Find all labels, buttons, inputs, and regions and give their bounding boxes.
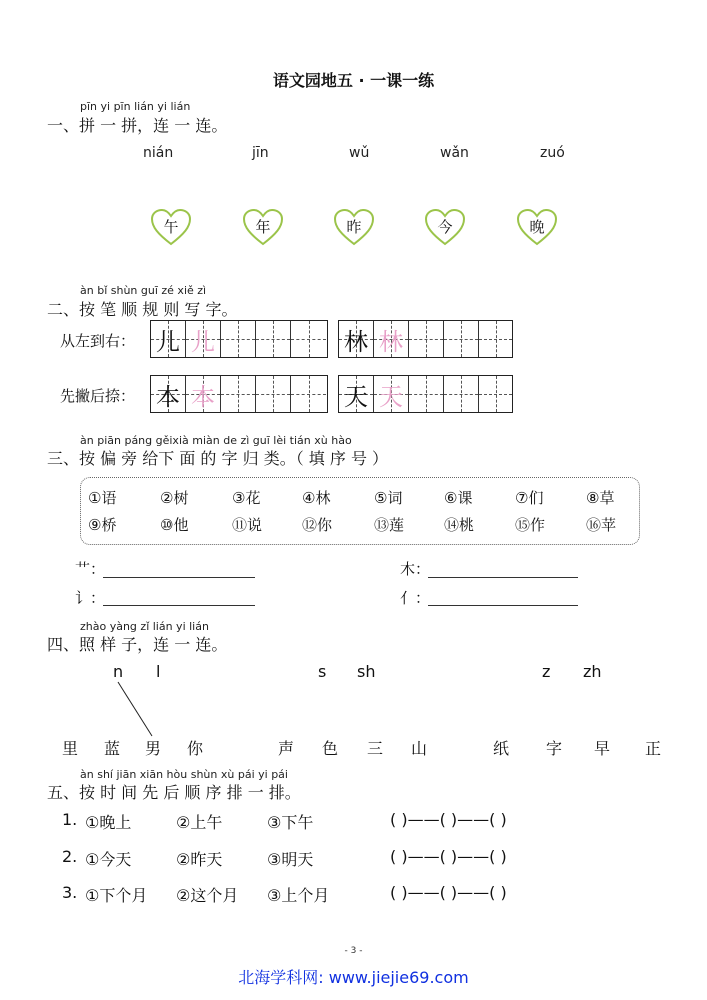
- model-char: 儿: [156, 327, 180, 356]
- radical-label: 讠：: [75, 589, 106, 607]
- q1-syllable: jīn: [252, 145, 269, 161]
- heart-card[interactable]: [242, 208, 284, 246]
- order-option: ③上个月: [267, 886, 330, 905]
- initial-letter: n: [113, 662, 124, 681]
- answer-line[interactable]: [103, 577, 255, 578]
- q2-heading: 二、按 笔 顺 规 则 写 字。: [47, 300, 238, 319]
- match-char[interactable]: 三: [367, 739, 384, 758]
- match-char[interactable]: 声: [278, 739, 295, 758]
- order-num: 3.: [62, 883, 78, 902]
- heart-card[interactable]: [424, 208, 466, 246]
- q1-syllable: wǔ: [349, 145, 370, 161]
- heart-char: 年: [255, 218, 271, 236]
- q3-heading: 三、按 偏 旁 给下 面 的 字 归 类。（ 填 序 号 ）: [47, 449, 389, 468]
- bank-item: ⑩他: [160, 516, 189, 534]
- q1-syllable: wǎn: [440, 145, 469, 161]
- trace-char: 儿: [191, 327, 215, 356]
- answer-line[interactable]: [428, 577, 578, 578]
- heart-char: 今: [437, 218, 453, 236]
- model-char: 林: [344, 327, 368, 356]
- q2-pinyin: àn bǐ shùn guī zé xiě zì: [80, 284, 207, 297]
- bank-item: ⑮作: [515, 516, 546, 534]
- initial-letter: sh: [357, 662, 376, 681]
- initial-letter: z: [542, 662, 551, 681]
- trace-char: 天: [379, 382, 403, 411]
- match-char[interactable]: 字: [546, 739, 563, 758]
- q5-heading: 五、按 时 间 先 后 顺 序 排 一 排。: [47, 783, 301, 802]
- answer-line[interactable]: [103, 605, 255, 606]
- bank-item: ⑥课: [444, 489, 473, 507]
- radical-label: 木：: [400, 560, 431, 578]
- q4-heading: 四、照 样 子，连 一 连。: [47, 635, 228, 654]
- bank-item: ⑫你: [302, 516, 333, 534]
- initial-letter: s: [318, 662, 327, 681]
- example-connect-line: [110, 680, 160, 740]
- trace-char: 林: [379, 327, 403, 356]
- bank-item: ⑦们: [515, 489, 544, 507]
- bank-item: ⑬莲: [374, 516, 405, 534]
- order-option: ②这个月: [176, 886, 239, 905]
- q5-pinyin: àn shí jiān xiān hòu shùn xù pái yi pái: [80, 768, 288, 781]
- bank-item: ⑭桃: [444, 516, 475, 534]
- order-option: ③下午: [267, 813, 314, 832]
- match-char[interactable]: 男: [145, 739, 162, 758]
- order-option: ②昨天: [176, 850, 223, 869]
- bank-item: ④林: [302, 489, 331, 507]
- heart-char: 晚: [529, 218, 545, 236]
- q3-pinyin: àn piān páng gěixià miàn de zì guī lèi tián xù hào: [80, 434, 352, 447]
- heart-char: 午: [163, 218, 179, 236]
- heart-char: 昨: [346, 218, 362, 236]
- answer-line[interactable]: [428, 605, 578, 606]
- page-number: - 3 -: [344, 946, 363, 956]
- bank-item: ⑪说: [232, 516, 263, 534]
- heart-card[interactable]: [516, 208, 558, 246]
- bank-item: ⑤词: [374, 489, 403, 507]
- order-num: 2.: [62, 847, 78, 866]
- order-answer-blanks[interactable]: ( )——( )——( ): [390, 883, 507, 902]
- order-option: ②上午: [176, 813, 223, 832]
- bank-item: ③花: [232, 489, 261, 507]
- order-num: 1.: [62, 810, 78, 829]
- order-option: ③明天: [267, 850, 314, 869]
- match-char[interactable]: 正: [645, 739, 662, 758]
- q1-pinyin: pīn yi pīn lián yi lián: [80, 100, 191, 113]
- bank-item: ②树: [160, 489, 189, 507]
- writing-grid[interactable]: [338, 375, 513, 413]
- initial-letter: l: [156, 662, 161, 681]
- radical-label: 亻：: [400, 589, 431, 607]
- initial-letter: zh: [583, 662, 602, 681]
- page-title: 语文园地五 · 一课一练: [272, 71, 435, 90]
- q1-syllable: nián: [143, 145, 174, 161]
- match-char[interactable]: 蓝: [104, 739, 121, 758]
- trace-char: 本: [191, 382, 215, 411]
- order-option: ①今天: [85, 850, 132, 869]
- bank-item: ①语: [88, 489, 117, 507]
- match-char[interactable]: 纸: [493, 739, 510, 758]
- order-option: ①下个月: [85, 886, 148, 905]
- site-watermark[interactable]: 北海学科网: www.jiejie69.com: [238, 968, 469, 987]
- order-answer-blanks[interactable]: ( )——( )——( ): [390, 810, 507, 829]
- bank-item: ⑧草: [586, 489, 615, 507]
- match-char[interactable]: 色: [322, 739, 339, 758]
- stroke-rule-label: 从左到右：: [60, 332, 136, 350]
- stroke-rule-label: 先撇后捺：: [60, 387, 136, 405]
- order-option: ①晚上: [85, 813, 132, 832]
- writing-grid[interactable]: [150, 320, 328, 358]
- radical-label: 艹：: [75, 560, 106, 578]
- writing-grid[interactable]: [150, 375, 328, 413]
- bank-item: ⑨桥: [88, 516, 117, 534]
- match-char[interactable]: 山: [411, 739, 428, 758]
- heart-card[interactable]: [333, 208, 375, 246]
- match-char[interactable]: 你: [187, 739, 204, 758]
- model-char: 天: [344, 382, 368, 411]
- bank-item: ⑯苹: [586, 516, 617, 534]
- match-char[interactable]: 里: [62, 739, 79, 758]
- model-char: 本: [156, 382, 180, 411]
- order-answer-blanks[interactable]: ( )——( )——( ): [390, 847, 507, 866]
- writing-grid[interactable]: [338, 320, 513, 358]
- q1-syllable: zuó: [540, 145, 565, 161]
- match-char[interactable]: 早: [594, 739, 611, 758]
- q4-pinyin: zhào yàng zǐ lián yi lián: [80, 620, 209, 633]
- q1-heading: 一、拼 一 拼，连 一 连。: [47, 116, 228, 135]
- heart-card[interactable]: [150, 208, 192, 246]
